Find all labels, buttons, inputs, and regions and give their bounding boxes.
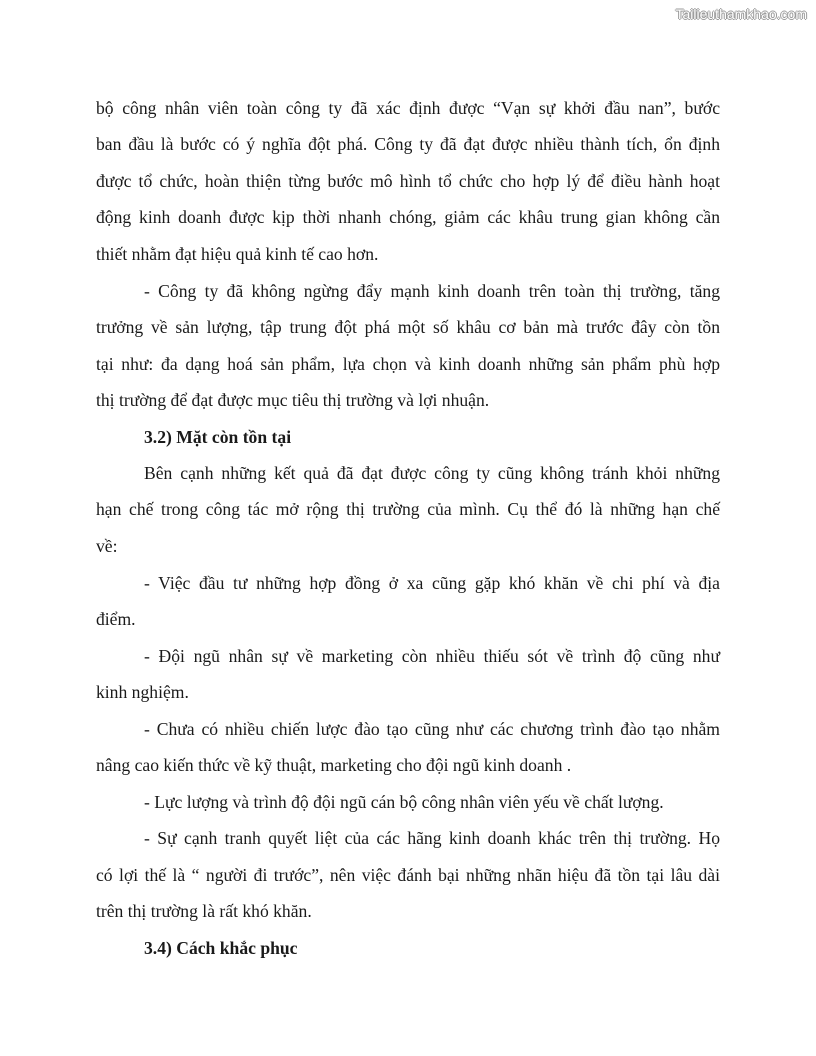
paragraph-line: ban đầu là bước có ý nghĩa đột phá. Công ty đã đạt được nhiều thành tích, ổn định (96, 134, 720, 154)
paragraph-line: có lợi thế là “ người đi trước”, nên việc đánh bại những nhãn hiệu đã tồn tại lâu dài (96, 865, 720, 885)
paragraph-line: kinh nghiệm. (96, 682, 189, 702)
paragraph-line: thị trường để đạt được mục tiêu thị trường và lợi nhuận. (96, 390, 490, 410)
section-heading-3-4: 3.4) Cách khắc phục (144, 938, 298, 958)
paragraph-line: hạn chế trong công tác mở rộng thị trường của mình. Cụ thể đó là những hạn chế (96, 499, 720, 519)
paragraph-line: - Đội ngũ nhân sự về marketing còn nhiều thiếu sót về trình độ cũng như (144, 646, 720, 666)
paragraph-line: trưởng về sản lượng, tập trung đột phá một số khâu cơ bản mà trước đây còn tồn (96, 317, 720, 337)
paragraph-line: - Chưa có nhiều chiến lược đào tạo cũng như các chương trình đào tạo nhằm (144, 719, 720, 739)
paragraph-line: - Lực lượng và trình độ đội ngũ cán bộ công nhân viên yếu về chất lượng. (144, 792, 664, 812)
section-heading-3-2: 3.2) Mặt còn tồn tại (144, 427, 292, 447)
watermark-text: Tailieuthamkhao.com (675, 6, 807, 22)
paragraph-line: tại như: đa dạng hoá sản phẩm, lựa chọn và kinh doanh những sản phẩm phù hợp (96, 354, 720, 374)
paragraph-line: bộ công nhân viên toàn công ty đã xác định được “Vạn sự khởi đầu nan”, bước (96, 98, 720, 118)
paragraph-line: trên thị trường là rất khó khăn. (96, 901, 312, 921)
paragraph-line: động kinh doanh được kịp thời nhanh chóng, giảm các khâu trung gian không cần (96, 207, 720, 227)
paragraph-line: - Sự cạnh tranh quyết liệt của các hãng kinh doanh khác trên thị trường. Họ (144, 828, 720, 848)
paragraph-line: được tổ chức, hoàn thiện từng bước mô hình tổ chức cho hợp lý để điều hành hoạt (96, 171, 720, 191)
paragraph-line: - Công ty đã không ngừng đẩy mạnh kinh doanh trên toàn thị trường, tăng (144, 281, 720, 301)
paragraph-line: Bên cạnh những kết quả đã đạt được công ty cũng không tránh khỏi những (144, 463, 720, 483)
paragraph-line: nâng cao kiến thức về kỹ thuật, marketing cho đội ngũ kinh doanh . (96, 755, 572, 775)
paragraph-line: điểm. (96, 609, 136, 629)
paragraph-line: về: (96, 536, 118, 556)
paragraph-line: - Việc đầu tư những hợp đồng ở xa cũng gặp khó khăn về chi phí và địa (144, 573, 720, 593)
paragraph-line: thiết nhằm đạt hiệu quả kinh tế cao hơn. (96, 244, 379, 264)
